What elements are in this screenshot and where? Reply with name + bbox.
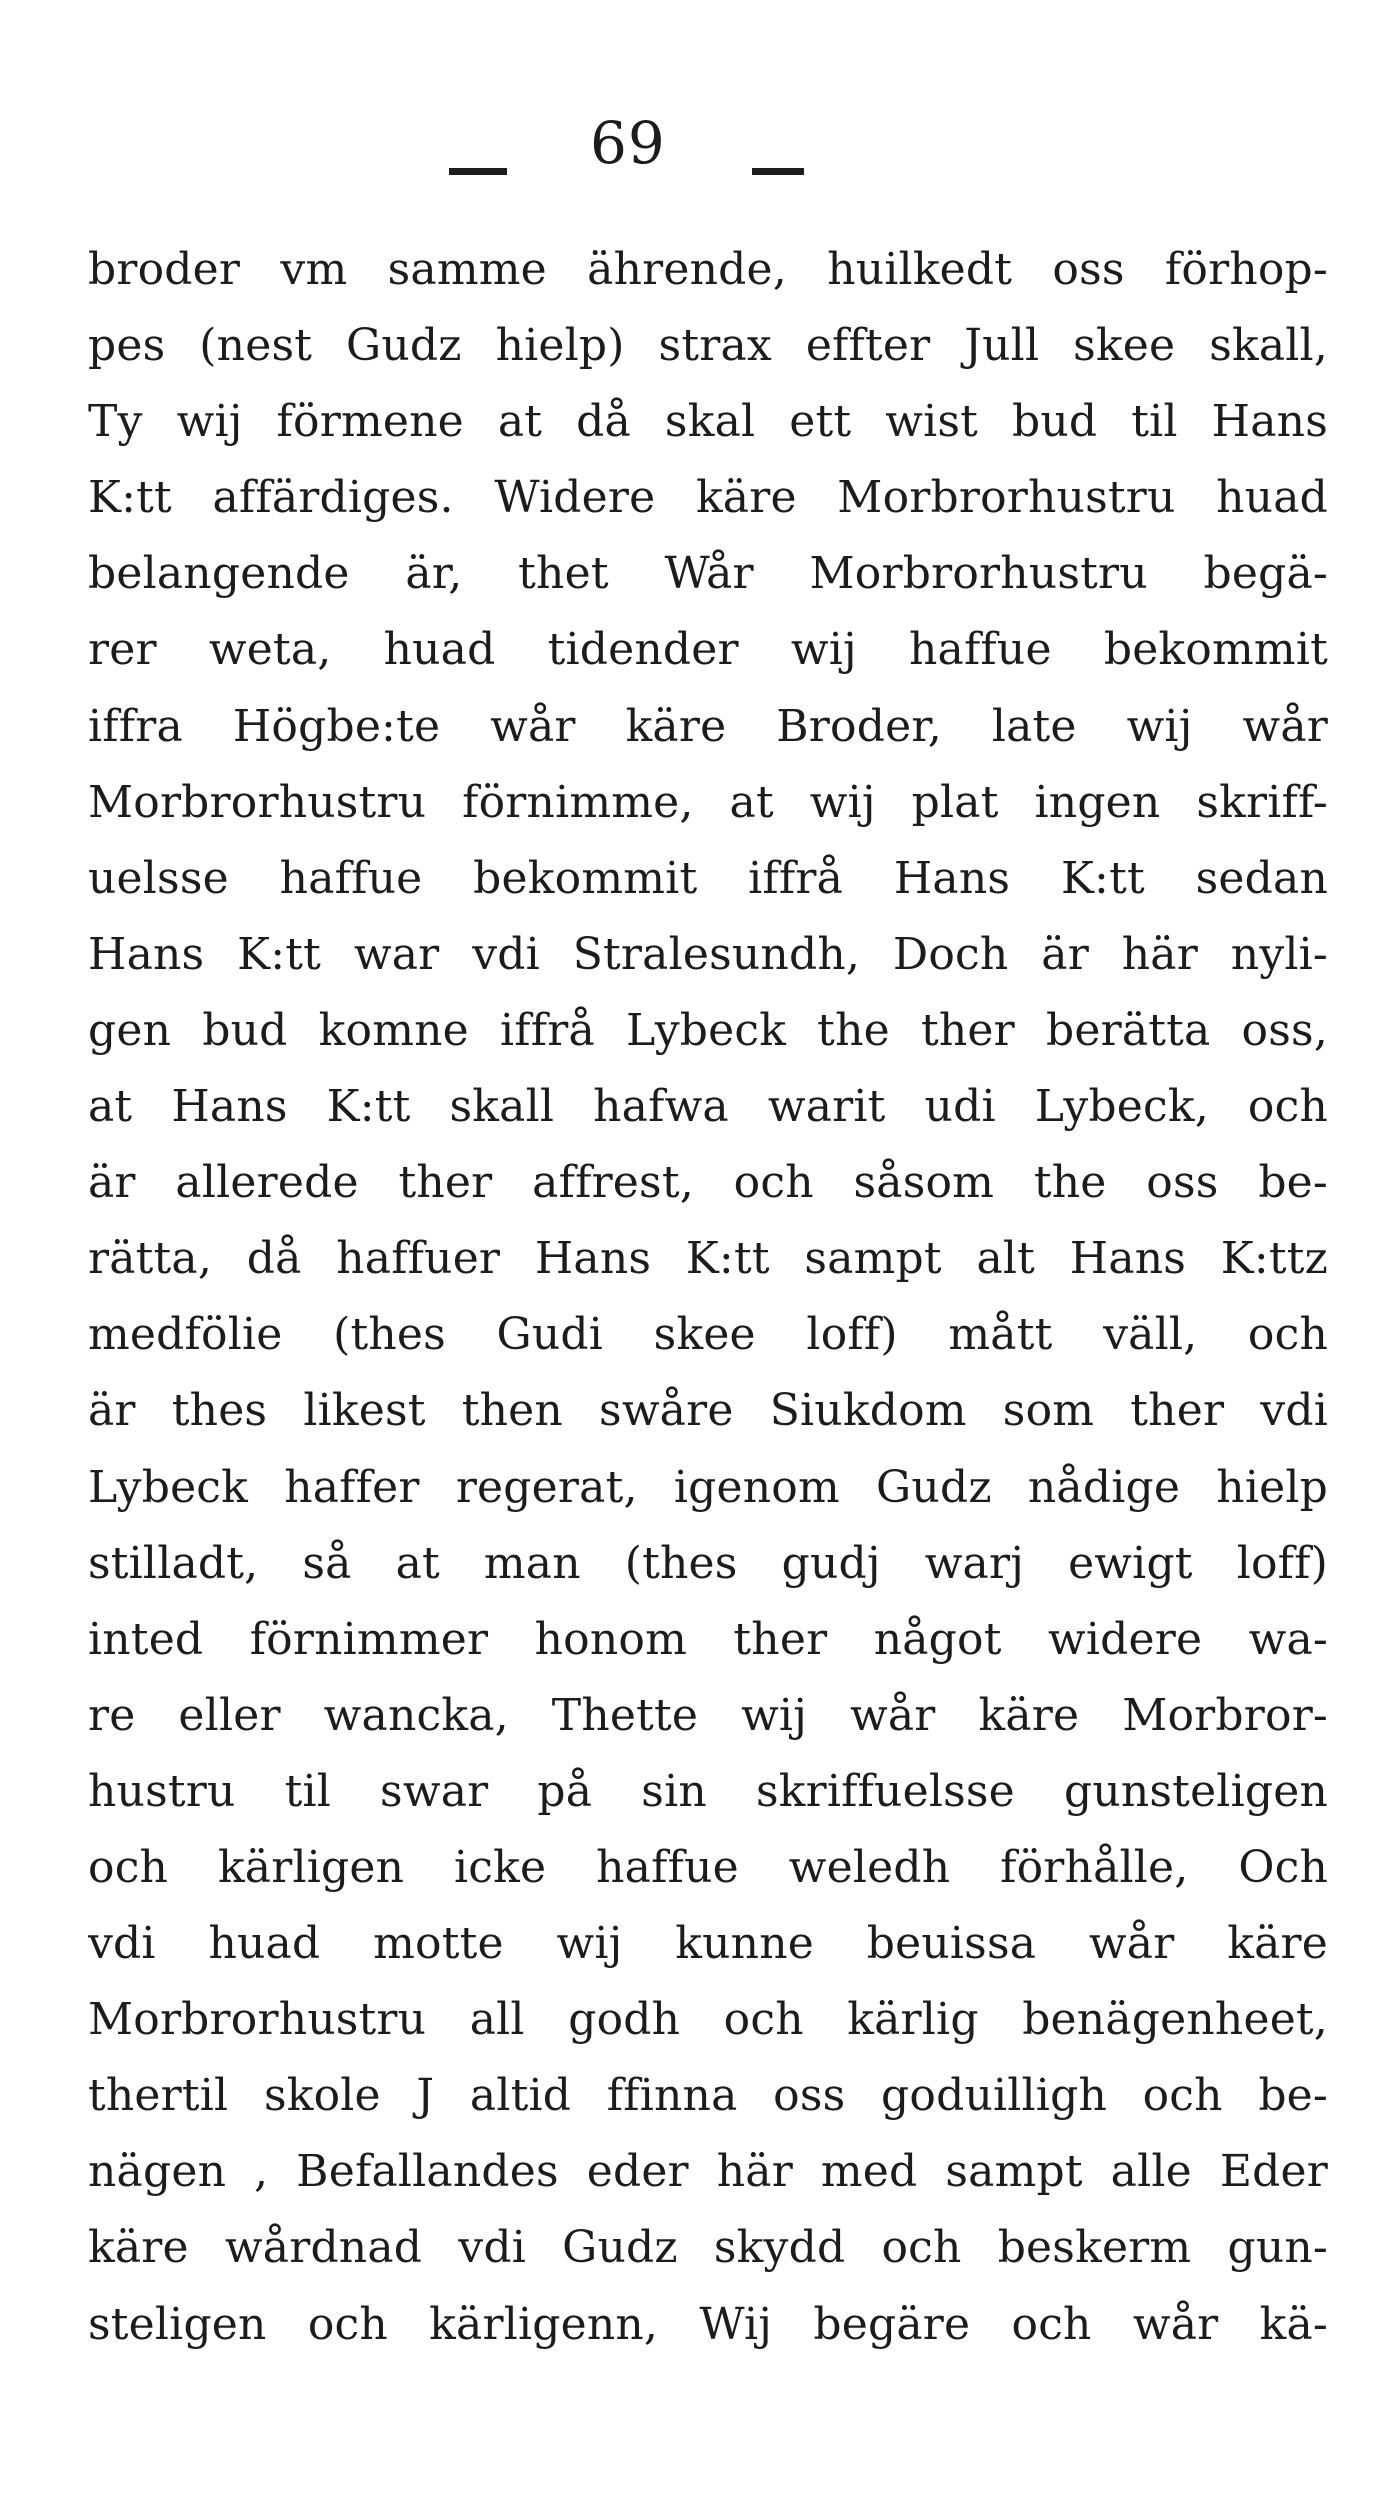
text-line: steligen och kärligenn, Wij begäre och wår kä- (88, 2298, 1328, 2350)
text-line: Ty wij förmene at då skal ett wist bud til Hans (88, 396, 1328, 448)
text-line: är allerede ther affrest, och såsom the oss be- (88, 1157, 1328, 1209)
header-dash-left (449, 168, 507, 175)
text-line: nägen , Befallandes eder här med sampt alle Eder (88, 2146, 1328, 2198)
page-header (0, 108, 1400, 178)
text-line: uelsse haffue bekommit iffrå Hans K:tt sedan (88, 852, 1328, 904)
text-line: Morbrorhustru förnimme, at wij plat ingen skriff- (88, 776, 1328, 828)
text-line: och kärligen icke haffue weledh förhålle, Och (88, 1841, 1328, 1893)
text-line: at Hans K:tt skall hafwa warit udi Lybeck, och (88, 1081, 1328, 1133)
letter-body-text (88, 232, 1328, 2363)
text-line: broder vm samme ährende, huilkedt oss förhop- (88, 244, 1328, 295)
text-line: är thes likest then swåre Siukdom som ther vdi (88, 1385, 1328, 1437)
text-line: vdi huad motte wij kunne beuissa wår käre (88, 1918, 1328, 1970)
text-line: gen bud komne iffrå Lybeck the ther berätta oss, (88, 1004, 1328, 1056)
text-line: Lybeck haffer regerat, igenom Gudz nådige hielp (88, 1461, 1328, 1513)
text-line: thertil skole J altid ffinna oss goduilligh och be- (88, 2070, 1328, 2122)
text-line: K:tt affärdiges. Widere käre Morbrorhustru huad (88, 472, 1328, 524)
text-line: hustru til swar på sin skriffuelsse gunsteligen (88, 1765, 1328, 1817)
header-dash-right (752, 168, 804, 175)
text-line: rätta, då haffuer Hans K:tt sampt alt Hans K:ttz (88, 1233, 1328, 1285)
text-line: rer weta, huad tidender wij haffue bekommit (88, 624, 1328, 676)
text-line: re eller wancka, Thette wij wår käre Morbror- (88, 1689, 1328, 1741)
text-line: inted förnimmer honom ther något widere wa- (88, 1613, 1328, 1665)
text-line: käre wårdnad vdi Gudz skydd och beskerm gun- (88, 2222, 1328, 2274)
text-line: stilladt, så at man (thes gudj warj ewigt loff) (88, 1537, 1328, 1589)
text-line: Morbrorhustru all godh och kärlig benägenheet, (88, 1994, 1328, 2046)
page-number: 69 (590, 109, 666, 177)
text-line: belangende är, thet Wår Morbrorhustru begä- (88, 548, 1328, 600)
text-line: medfölie (thes Gudi skee loff) mått väll, och (88, 1309, 1328, 1361)
text-line: Hans K:tt war vdi Stralesundh, Doch är här nyli- (88, 928, 1328, 980)
text-line: pes (nest Gudz hielp) strax effter Jull skee skall, (88, 320, 1328, 372)
text-line: iffra Högbe:te wår käre Broder, late wij wår (88, 700, 1328, 752)
